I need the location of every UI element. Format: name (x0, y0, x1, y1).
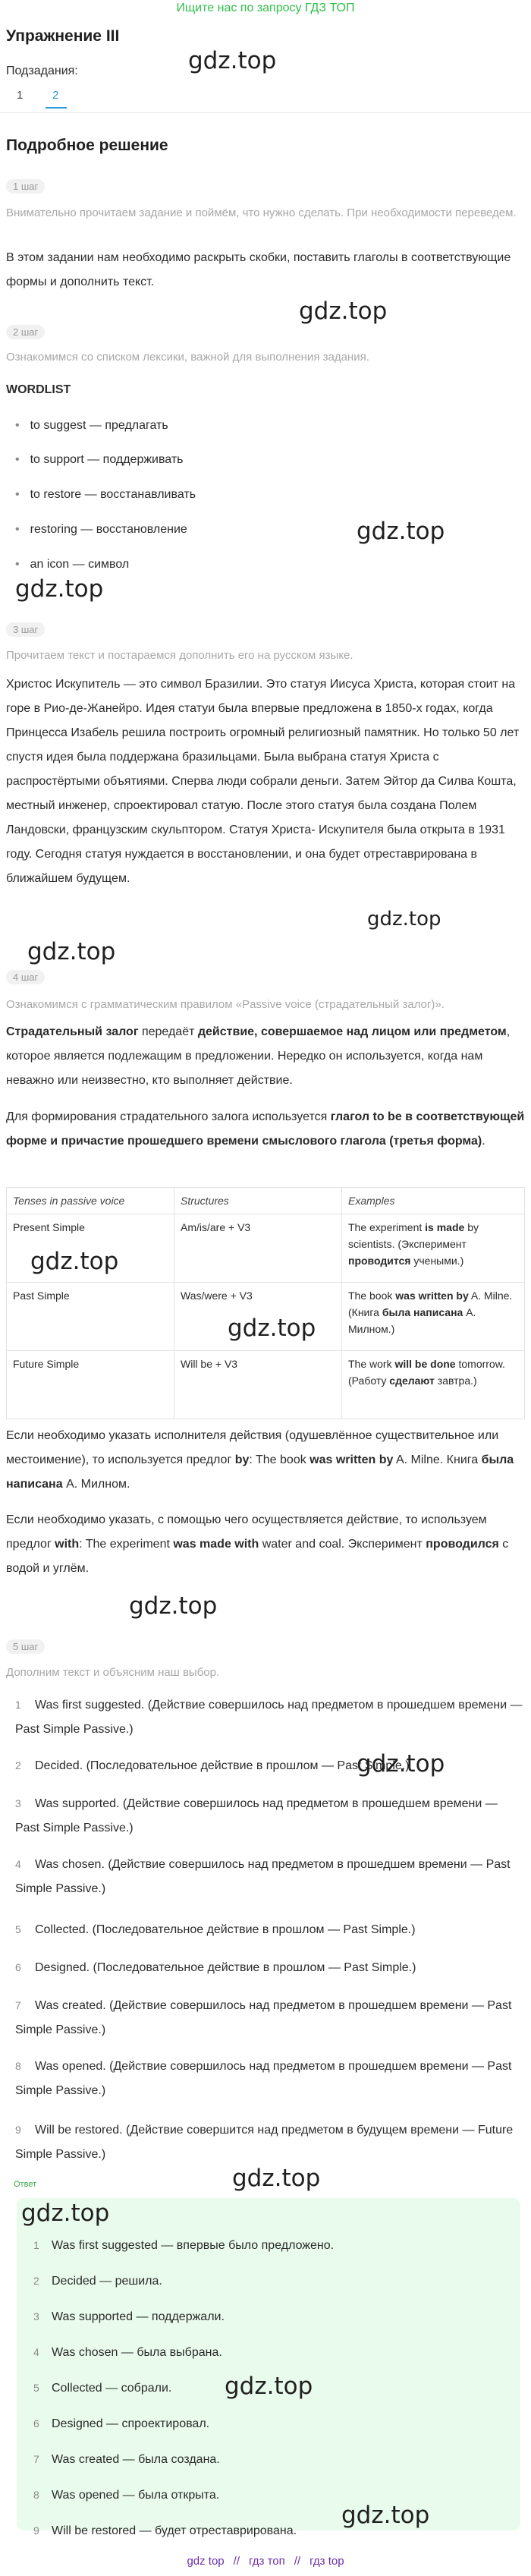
step-1-text: В этом задании нам необходимо раскрыть скобки, поставить глаголы в соответствующие формы и дополнить текст. (6, 251, 511, 288)
with-rule: Если необходимо указать, с помощью чего осуществляется действие, то используем предлог with: The experiment was made with water and coal. Эксперимент проводился с водой и углём. (6, 1513, 509, 1575)
passive-formation: Для формирования страдательного залога используется глагол to be в соответствующей форме и причастие прошедшего времени смыслового глагола (третья форма). (6, 1110, 525, 1148)
watermark: gdz.top (367, 908, 441, 931)
list-item: 4 Was chosen. (Действие совершилось над предметом в прошедшем времени — Past Simple Passive.) (15, 1858, 511, 1895)
answer-item: 2 Decided — решила. (33, 2275, 162, 2288)
table-header: Examples (342, 1188, 525, 1214)
answer-item: 8 Was opened — была открыта. (33, 2489, 220, 2502)
answer-label: Ответ (14, 2180, 37, 2189)
list-item: 8 Was opened. (Действие совершилось над предметом в прошедшем времени — Past Simple Passive.) (15, 2060, 512, 2097)
footer-separator: // (294, 2555, 301, 2568)
subtab-2[interactable]: 2 (52, 89, 59, 102)
step-3-text: Христос Искупитель — это символ Бразилии. Это статуя Иисуса Христа, которая стоит на горе в Рио-де-Жанейро. Идея статуи была впервые предложена в 1850-х годах, когда Принцесса Изабель решила построить огромный религиозный памятник. Но только 50 лет спустя идея была поддержана бразильцами. Была выбрана статуя Христа с распростёртыми объятиями. Сперва люди собрали деньги. Затем Эйтор да Силва Кошта, местный инженер, спроектировал статую. После этого статуя была создана Полем Ландовски, французским скульптором. Статуя Христа- Искупителя была открыта в 1931 году. Сегодня статуя нуждается в восстановлении, и она будет отреставрирована в ближайшем будущем. (6, 678, 520, 885)
answer-item: 6 Designed — спроектировал. (33, 2417, 210, 2430)
subtasks-label: Подзадания: (6, 65, 78, 77)
watermark: gdz.top (21, 2200, 110, 2227)
list-item: 3 Was supported. (Действие совершилось над предметом в прошедшем времени — Past Simple Passive.) (15, 1797, 498, 1834)
wordlist-heading: WORDLIST (6, 383, 71, 396)
watermark: gdz.top (129, 1592, 218, 1620)
table-cell: Will be + V3 (174, 1351, 342, 1419)
footer-separator: // (233, 2555, 240, 2568)
table-cell: Am/is/are + V3 (174, 1214, 342, 1283)
footer-link[interactable]: гдз топ (249, 2555, 285, 2568)
table-header-row (7, 1188, 525, 1214)
passive-table (6, 1187, 525, 1419)
table-header: Structures (174, 1188, 342, 1214)
list-item: 9 Will be restored. (Действие совершится над предметом в будущем времени — Future Simple Passive.) (15, 2124, 514, 2161)
list-item: 5 Collected. (Последовательное действие в прошлом — Past Simple.) (15, 1923, 416, 1936)
table-cell: Past Simple (7, 1283, 174, 1351)
footer-link[interactable]: гдз top (309, 2555, 344, 2568)
watermark: gdz.top (30, 1248, 119, 1275)
watermark: gdz.top (299, 298, 388, 325)
table-cell: The work will be done tomorrow. (Работу сделают завтра.) (342, 1351, 525, 1419)
watermark: gdz.top (357, 1750, 445, 1778)
table-cell: Future Simple (7, 1351, 174, 1419)
answer-item: 4 Was chosen — была выбрана. (33, 2346, 222, 2359)
table-cell: Was/were + V3 (174, 1283, 342, 1351)
step-1-hint: Внимательно прочитаем задание и поймём, что нужно сделать. При необходимости переведем. (6, 206, 517, 219)
footer-links (0, 2555, 531, 2568)
step-5-hint: Дополним текст и объясним наш выбор. (6, 1666, 220, 1679)
watermark: gdz.top (27, 938, 116, 965)
subtab-1[interactable]: 1 (17, 89, 24, 102)
page-title: Упражнение III (6, 27, 120, 45)
step-badge-1: 1 шаг (6, 179, 45, 194)
footer-link[interactable]: gdz top (187, 2555, 225, 2568)
step-3-hint: Прочитаем текст и постараемся дополнить его на русском языке. (6, 649, 353, 662)
step-badge-4: 4 шаг (6, 970, 45, 984)
step-badge-2: 2 шаг (6, 325, 45, 339)
word-item: • to restore — восстанавливать (15, 486, 196, 504)
table-row (7, 1351, 525, 1419)
answer-item: 5 Collected — собрали. (33, 2382, 172, 2395)
table-cell: The book was written by A. Milne. (Книга была написана А. Милном.) (342, 1283, 525, 1351)
step-2-hint: Ознакомимся со списком лексики, важной для выполнения задания. (6, 351, 369, 364)
watermark: gdz.top (228, 1315, 316, 1342)
watermark: gdz.top (232, 2165, 321, 2192)
answer-item: 3 Was supported — поддержали. (33, 2310, 225, 2323)
watermark: gdz.top (188, 47, 277, 74)
list-item: 1 Was first suggested. (Действие совершилось над предметом в прошедшем времени — Past Simple Passive.) (15, 1699, 523, 1736)
top-banner[interactable]: Ищите нас по запросу ГДЗ ТОП (176, 2, 355, 14)
list-item: 6 Designed. (Последовательное действие в прошлом — Past Simple.) (15, 1961, 416, 1974)
word-item: • to support — поддерживать (15, 451, 184, 469)
active-tab-indicator (46, 107, 67, 109)
word-item: • restoring — восстановление (15, 521, 187, 539)
word-item: • to suggest — предлагать (15, 417, 168, 435)
list-item: 2 Decided. (Последовательное действие в прошлом — Past Simple.) (15, 1759, 410, 1772)
table-cell: Present Simple (7, 1214, 174, 1283)
by-rule: Если необходимо указать исполнителя действия (одушевлённое существительное или местоимение), то используется предлог by: The book was written by A. Milne. Книга была написана А. Милном. (6, 1429, 514, 1491)
answer-item: 7 Was created — была создана. (33, 2453, 220, 2466)
table-header: Tenses in passive voice (7, 1188, 174, 1214)
passive-definition: Страдательный залог передаёт действие, совершаемое над лицом или предметом, которое является подлежащим в предложении. Нередко он используется, когда нам неважно или неизвестно, кто выполняет действие. (6, 1025, 511, 1087)
list-item: 7 Was created. (Действие совершилось над предметом в прошедшем времени — Past Simple Passive.) (15, 1999, 512, 2036)
answer-item: 1 Was first suggested — впервые было предложено. (33, 2239, 335, 2252)
answer-item: 9 Will be restored — будет отреставрирована. (33, 2524, 297, 2537)
step-badge-3: 3 шаг (6, 622, 45, 637)
watermark: gdz.top (357, 518, 445, 545)
watermark: gdz.top (15, 575, 104, 603)
watermark: gdz.top (225, 2373, 313, 2400)
section-title: Подробное решение (6, 137, 168, 154)
step-badge-5: 5 шаг (6, 1639, 45, 1654)
watermark: gdz.top (341, 2502, 430, 2529)
table-cell: The experiment is made by scientists. (Эксперимент проводится учеными.) (342, 1214, 525, 1283)
word-item: • an icon — символ (15, 556, 129, 574)
divider (0, 112, 531, 113)
step-4-hint: Ознакомимся с грамматическим правилом «Passive voice (страдательный залог)». (6, 998, 445, 1011)
